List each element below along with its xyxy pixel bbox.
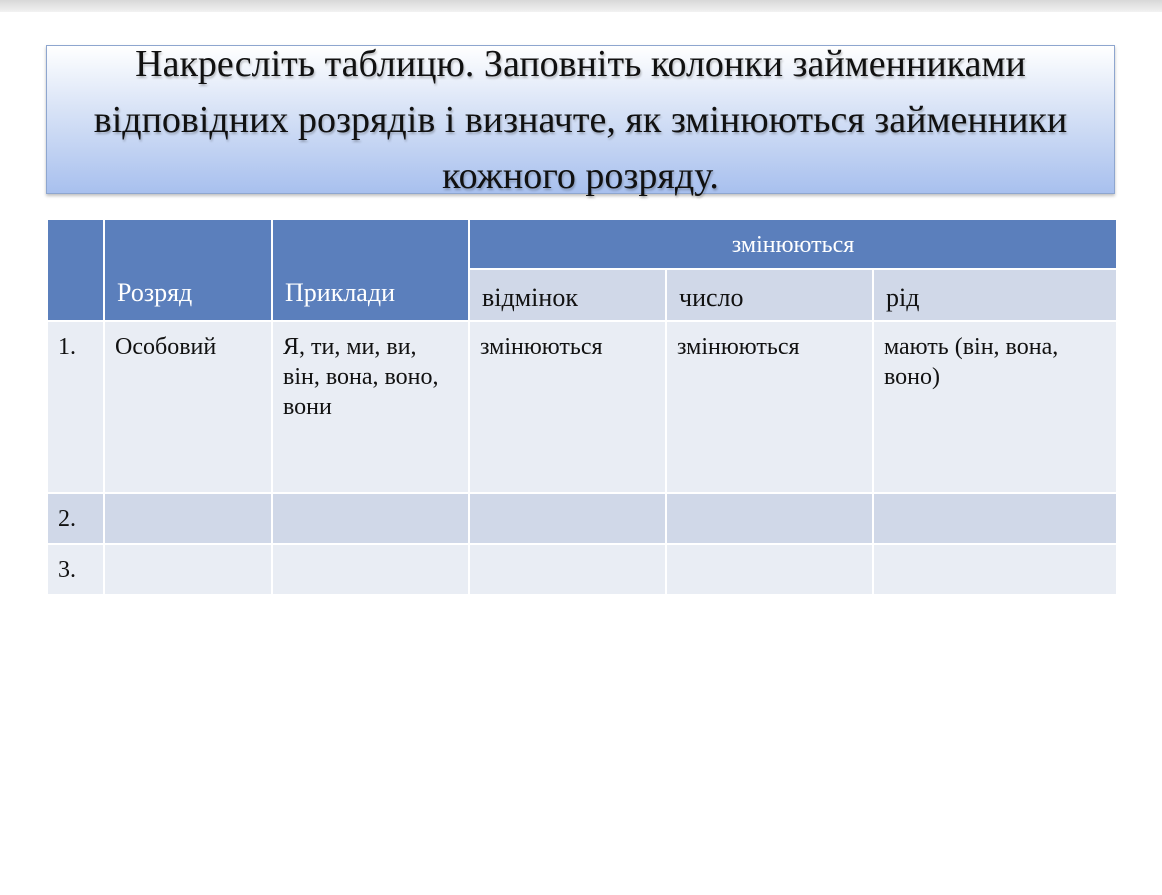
row-category-cell <box>104 544 272 595</box>
header-number-label: число <box>679 283 744 312</box>
row-num-cell <box>47 321 104 493</box>
row-examples-cell <box>272 544 469 595</box>
row-case: змінюються <box>480 334 603 360</box>
header-changes <box>469 219 1117 269</box>
row-case-cell <box>469 544 666 595</box>
row-number: змінюються <box>677 334 800 360</box>
header-gender <box>873 269 1117 321</box>
header-category <box>104 219 272 321</box>
row-gender-cell <box>873 493 1117 544</box>
row-gender-cell <box>873 544 1117 595</box>
pronoun-table <box>46 218 1118 596</box>
row-examples: Я, ти, ми, ви, він, вона, воно, вони <box>283 334 439 420</box>
row-gender <box>874 545 1116 561</box>
row-category-cell <box>104 493 272 544</box>
row-examples <box>273 545 468 561</box>
row-examples <box>273 494 468 510</box>
row-case-cell <box>469 321 666 493</box>
row-examples-cell <box>272 493 469 544</box>
row-number <box>667 545 872 561</box>
row-gender: мають (він, вона, воно) <box>884 334 1059 390</box>
row-case <box>470 545 665 561</box>
header-gender-label: рід <box>886 283 920 312</box>
top-bar <box>0 0 1162 12</box>
header-changes-label: змінюються <box>731 232 855 258</box>
row-number <box>667 494 872 510</box>
row-number-cell <box>666 544 873 595</box>
row-gender <box>874 494 1116 510</box>
table-row <box>47 493 1117 544</box>
row-category: Особовий <box>115 334 217 360</box>
row-case-cell <box>469 493 666 544</box>
row-number-cell <box>666 321 873 493</box>
header-examples-label: Приклади <box>285 278 395 307</box>
table-row <box>47 321 1117 493</box>
row-case <box>470 494 665 510</box>
row-num: 3. <box>58 557 76 583</box>
row-category-cell <box>104 321 272 493</box>
table-row <box>47 544 1117 595</box>
row-num-cell <box>47 544 104 595</box>
row-gender-cell <box>873 321 1117 493</box>
row-num: 2. <box>58 506 76 532</box>
row-num: 1. <box>58 334 76 360</box>
header-case-label: відмінок <box>482 283 578 312</box>
row-category <box>105 545 271 561</box>
slide-title: Накресліть таблицю. Заповніть колонки займенниками відповідних розрядів і визначте, як змінюються займенники кожного розряду. <box>93 42 1068 197</box>
header-examples <box>272 219 469 321</box>
header-number <box>666 269 873 321</box>
title-box <box>46 42 1115 197</box>
row-examples-cell <box>272 321 469 493</box>
header-num <box>47 219 104 321</box>
header-case <box>469 269 666 321</box>
row-num-cell <box>47 493 104 544</box>
header-category-label: Розряд <box>117 278 193 307</box>
row-category <box>105 494 271 510</box>
row-number-cell <box>666 493 873 544</box>
